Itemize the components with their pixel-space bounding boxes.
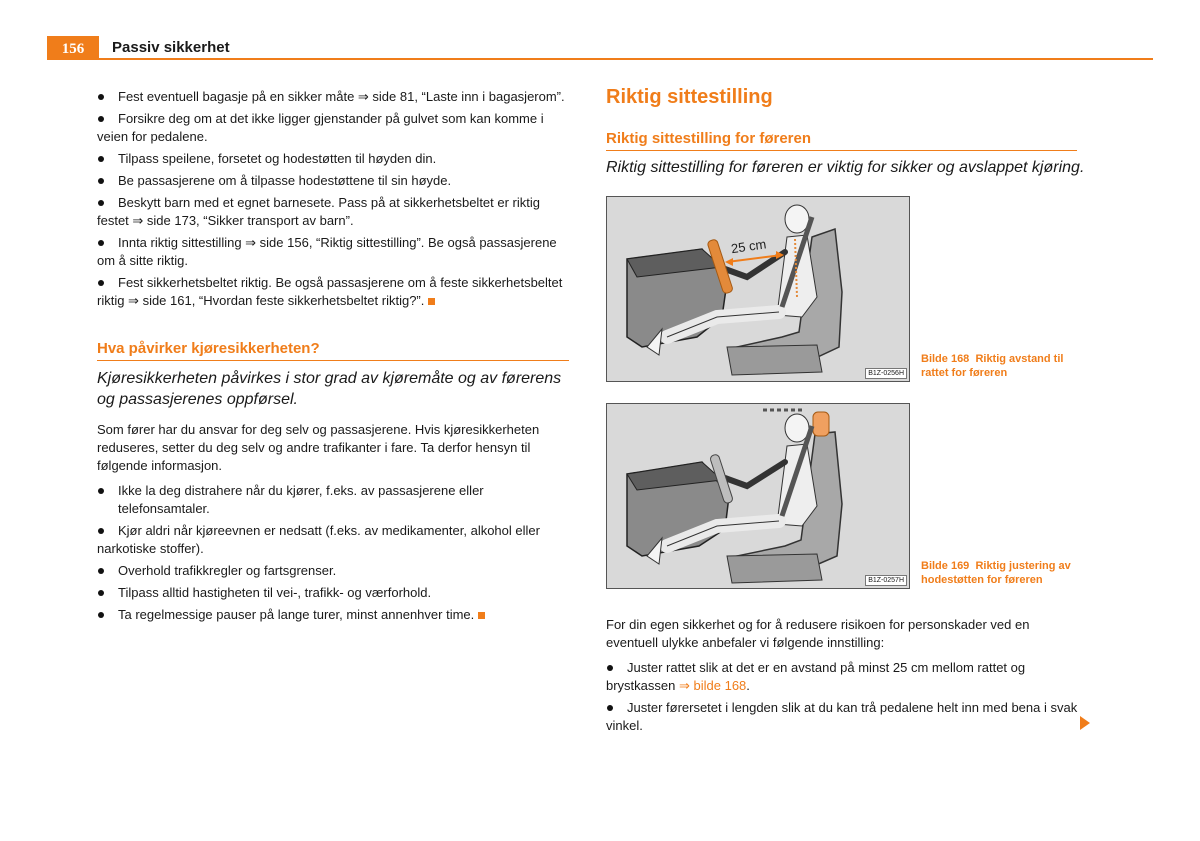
list-item-end: . [746,678,750,693]
figure-link[interactable]: ⇒ bilde 168 [679,678,747,693]
subheading-rule [606,150,1077,151]
caption-text: Riktig justering av hodestøtten for føreren [921,560,1071,586]
list-item: Juster førersetet i lengden slik at du kan trå pedalene helt inn med bena i svak vinkel. [606,700,1078,733]
list-item: Beskytt barn med et egnet barnesete. Pass på at sikkerhetsbeltet er riktig festet ⇒ side 173, “Sikker transport av barn”. [97,194,569,230]
figure-code: B1Z-0257H [865,575,907,586]
seating-lead-text: Riktig sittestilling for føreren er viktig for sikker og avslappet kjøring. [606,159,1085,176]
section-heading: Hva påvirker kjøresikkerheten? [97,340,320,357]
list-item [97,606,569,624]
list-item: Innta riktig sittestilling ⇒ side 156, “Riktig sittestilling”. Be også passasjerene om å sitte riktig. [97,234,569,270]
list-item [97,274,569,310]
list-item: Be passasjerene om å tilpasse hodestøttene til sin høyde. [97,172,569,190]
list-item: Kjør aldri når kjøreevnen er nedsatt (f.eks. av medikamenter, alkohol eller narkotiske stoffer). [97,522,569,558]
list-item: Ikke la deg distrahere når du kjører, f.eks. av passasjerene eller telefonsamtaler. [97,482,569,518]
header-rule [47,58,1153,60]
figure-code: B1Z-0256H [865,368,907,379]
list-item-text: Fest sikkerhetsbeltet riktig. Be også passasjerene om å feste sikkerhetsbeltet riktig ⇒ side 161, “Hvordan feste sikkerhetsbeltet riktig?”. [97,275,563,308]
list-item: Forsikre deg om at det ikke ligger gjenstander på gulvet som kan komme i veien for pedalene. [97,110,569,146]
seating-bullet-list [606,659,1078,739]
figure-168 [606,196,910,382]
lead-text: Kjøresikkerheten påvirkes i stor grad av kjøremåte og av førerens og passasjerenes oppførsel. [97,370,562,408]
top-bullet-list [97,88,569,314]
page-number: 156 [47,36,99,60]
figure-169-caption [921,559,1091,587]
caption-number: Bilde 169 [921,560,970,572]
header-title: Passiv sikkerhet [112,39,230,56]
main-heading: Riktig sittestilling [606,86,773,108]
section-rule [97,360,569,361]
subheading: Riktig sittestilling for føreren [606,130,812,147]
caption-number: Bilde 168 [921,353,970,365]
end-marker-icon [428,298,435,305]
list-item: Tilpass speilene, forsetet og hodestøtten til høyden din. [97,150,569,168]
list-item: Overhold trafikkregler og fartsgrenser. [97,562,569,580]
driver-distance-illustration [607,197,909,381]
figure-168-caption [921,352,1091,380]
figure-169 [606,403,910,589]
body-paragraph: Som fører har du ansvar for deg selv og passasjerene. Hvis kjøresikkerheten reduseres, setter du deg selv og andre trafikanter i fare. Ta derfor hensyn til følgende informasjon. [97,422,540,473]
next-page-arrow-icon[interactable] [1080,716,1090,730]
seating-paragraph: For din egen sikkerhet og for å redusere risikoen for personskader ved en eventuell ulykke anbefaler vi følgende innstilling: [606,617,1030,650]
list-item-text: Juster rattet slik at det er en avstand på minst 25 cm mellom rattet og brystkassen [606,660,1026,693]
headrest-adjustment-illustration [607,404,909,588]
list-item [606,659,1078,695]
list-item: Tilpass alltid hastigheten til vei-, trafikk- og værforhold. [97,584,569,602]
caption-text: Riktig avstand til rattet for føreren [921,353,1064,379]
distance-label: 25 cm [730,236,768,257]
list-item-text: Ta regelmessige pauser på lange turer, minst annenhver time. [118,607,475,622]
list-item: Fest eventuell bagasje på en sikker måte ⇒ side 81, “Laste inn i bagasjerom”. [97,88,569,106]
end-marker-icon [478,612,485,619]
safety-bullet-list [97,482,569,628]
